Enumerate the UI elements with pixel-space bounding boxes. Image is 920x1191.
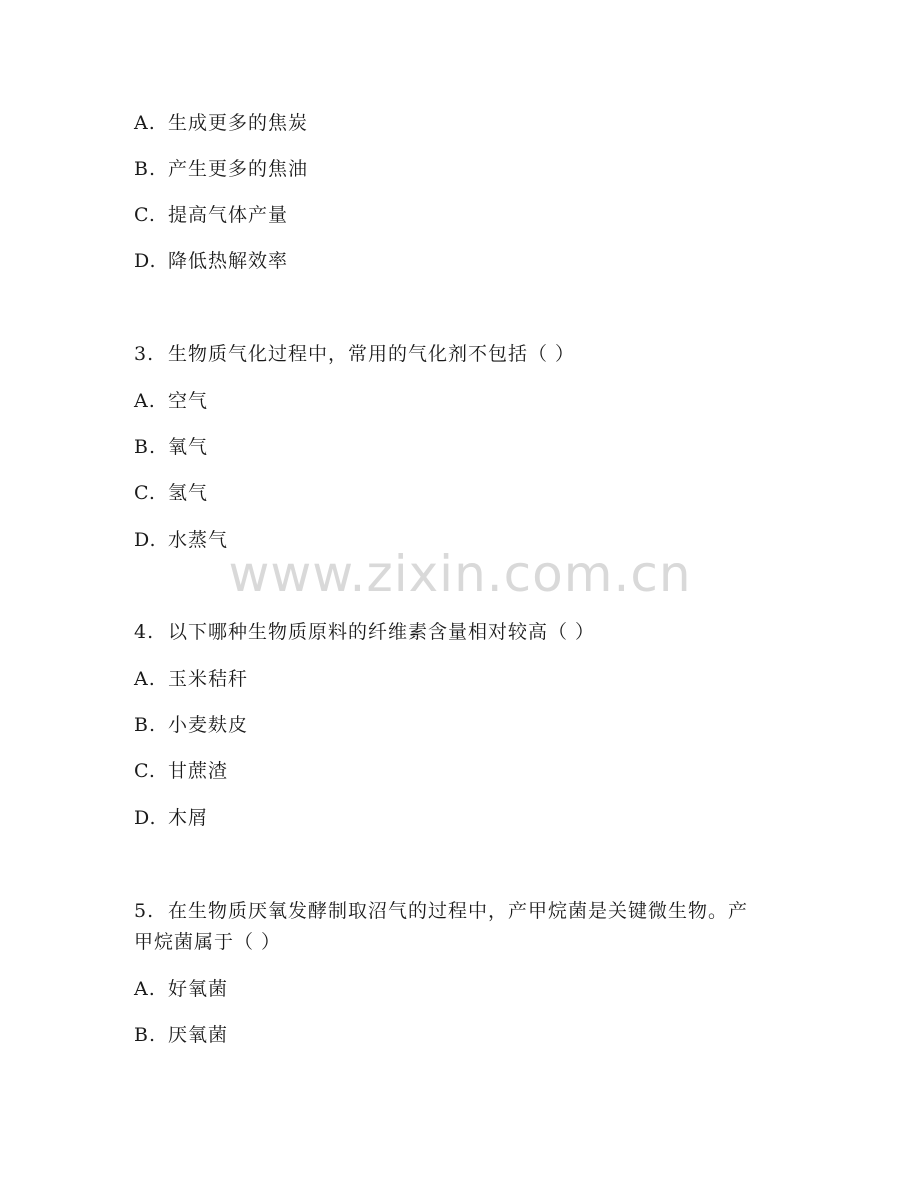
q4-option-a — [134, 664, 248, 694]
question-text-continued: 甲烷菌属于（ ） — [134, 931, 282, 953]
option-label: A. — [134, 112, 156, 134]
q2-option-d — [134, 246, 288, 276]
option-text: 空气 — [168, 390, 209, 412]
option-label: B. — [134, 158, 157, 180]
q4-option-c — [134, 756, 228, 786]
question-number: 5. — [134, 900, 155, 922]
q3-option-d — [134, 525, 228, 555]
option-label: D. — [134, 529, 157, 551]
q4-stem — [134, 617, 595, 647]
question-text: 以下哪种生物质原料的纤维素含量相对较高（ ） — [168, 621, 596, 643]
q2-option-a — [134, 108, 308, 138]
q5-stem-line-2 — [134, 927, 281, 957]
question-text: 在生物质厌氧发酵制取沼气的过程中，产甲烷菌是关键微生物。产 — [168, 900, 749, 922]
watermark: www.zixin.com.cn — [228, 545, 692, 603]
option-text: 木屑 — [168, 807, 209, 829]
option-label: D. — [134, 250, 157, 272]
option-label: A. — [134, 668, 156, 690]
option-label: B. — [134, 714, 157, 736]
q3-option-b — [134, 432, 208, 462]
option-text: 厌氧菌 — [168, 1024, 229, 1046]
option-label: C. — [134, 760, 156, 782]
q4-option-b — [134, 710, 248, 740]
option-text: 降低热解效率 — [168, 250, 289, 272]
q5-stem-line-1 — [134, 896, 748, 926]
q5-option-b — [134, 1020, 228, 1050]
option-text: 氢气 — [168, 482, 209, 504]
option-text: 氧气 — [168, 436, 209, 458]
q5-option-a — [134, 974, 228, 1004]
question-number: 4. — [134, 621, 155, 643]
option-label: B. — [134, 1024, 157, 1046]
option-label: C. — [134, 204, 156, 226]
option-text: 甘蔗渣 — [168, 760, 229, 782]
option-label: D. — [134, 807, 157, 829]
option-text: 生成更多的焦炭 — [168, 112, 309, 134]
question-text: 生物质气化过程中，常用的气化剂不包括（ ） — [168, 343, 576, 365]
question-number: 3. — [134, 343, 155, 365]
q3-stem — [134, 339, 575, 369]
option-text: 玉米秸秆 — [168, 668, 249, 690]
option-text: 产生更多的焦油 — [168, 158, 309, 180]
q2-option-c — [134, 200, 288, 230]
option-text: 提高气体产量 — [168, 204, 289, 226]
option-label: B. — [134, 436, 157, 458]
q3-option-a — [134, 386, 208, 416]
option-label: A. — [134, 978, 156, 1000]
option-label: A. — [134, 390, 156, 412]
option-text: 小麦麸皮 — [168, 714, 249, 736]
q3-option-c — [134, 478, 208, 508]
option-text: 水蒸气 — [168, 529, 229, 551]
option-text: 好氧菌 — [168, 978, 229, 1000]
q4-option-d — [134, 803, 208, 833]
option-label: C. — [134, 482, 156, 504]
q2-option-b — [134, 154, 308, 184]
